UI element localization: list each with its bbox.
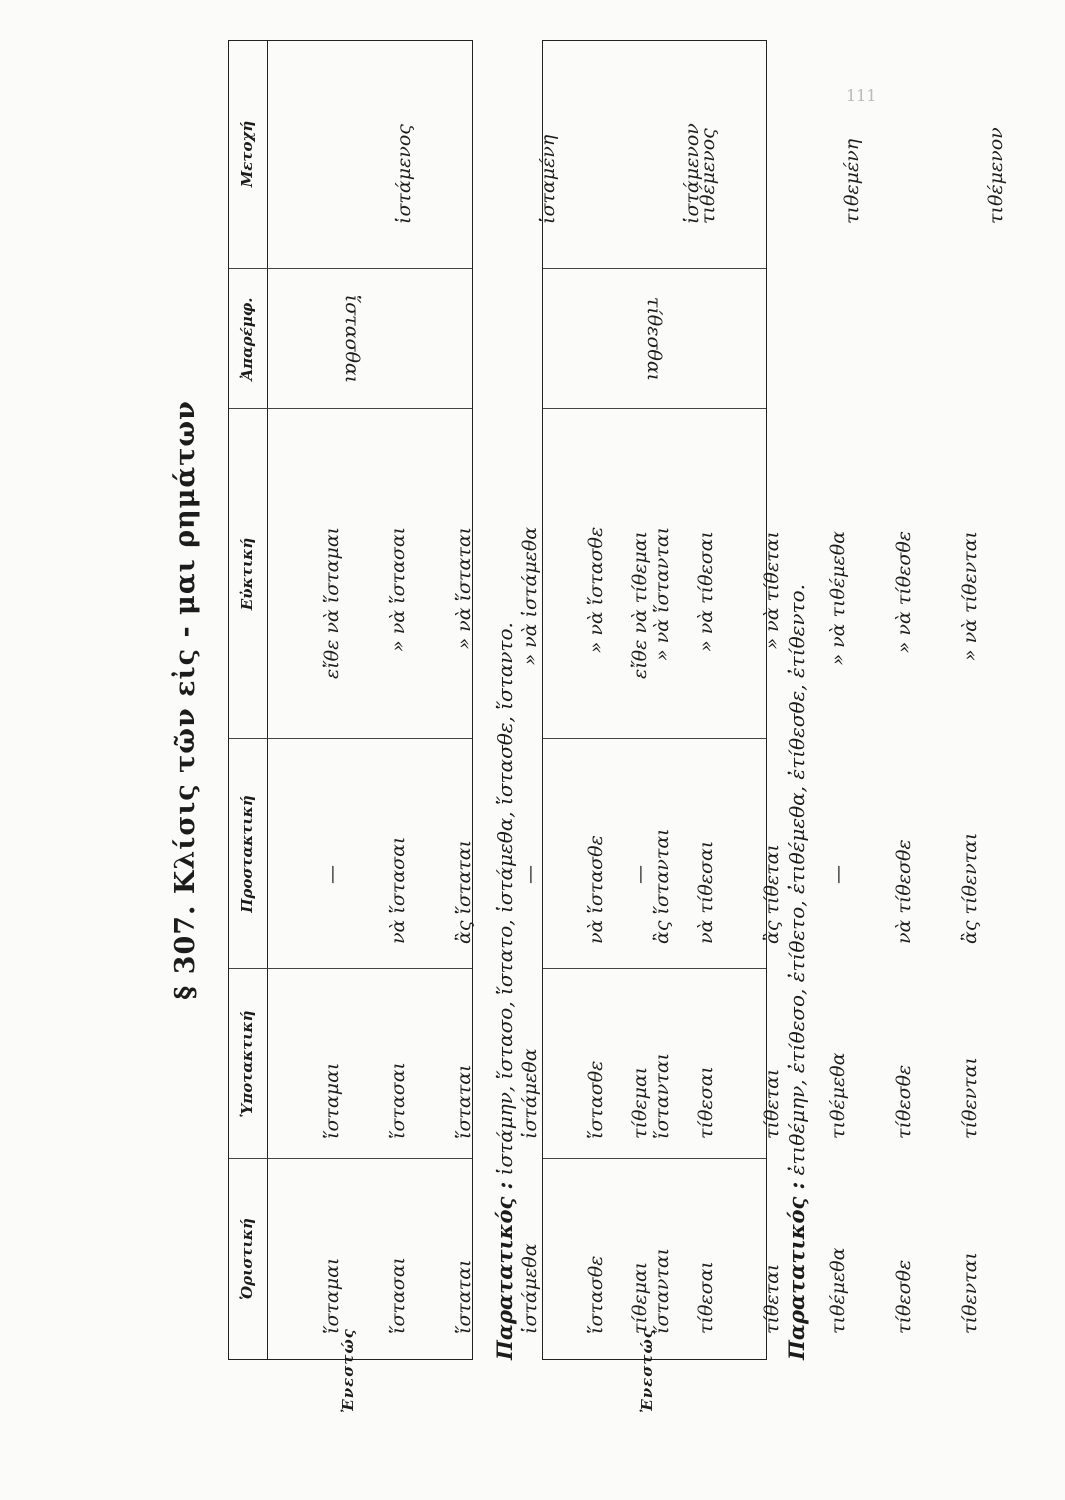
paratatikos-line-1 xyxy=(492,622,517,1360)
paratatikos-label: Παρατατικός : xyxy=(784,1181,809,1360)
form-cell: νὰ τίθεσαι xyxy=(695,840,717,944)
voice-label: Ἐνεστώς xyxy=(638,1328,656,1413)
paratatikos-line-2 xyxy=(784,584,809,1360)
form-cell: ἱστάμενος xyxy=(393,124,415,224)
table-header xyxy=(229,41,268,1359)
form-cell: » νὰ ἵστασαι xyxy=(387,526,409,652)
form-cell: ἵσταται xyxy=(453,1259,475,1334)
form-cell: ἂς τίθεται xyxy=(761,844,783,944)
form-cell: ἂς ἵσταται xyxy=(453,839,475,944)
form-cell: » νὰ ἵστανται xyxy=(651,526,673,662)
voice-label: Ἐνεστώς xyxy=(339,1328,357,1413)
page-number: 111 xyxy=(846,86,877,105)
form-cell: ἱστάμενον xyxy=(681,123,703,224)
form-cell: τίθενται xyxy=(959,1252,981,1334)
form-cell: ἵσταται xyxy=(453,1064,475,1139)
form-cell: » νὰ τίθεσαι xyxy=(695,531,717,652)
form-cell: νὰ ἵστασαι xyxy=(387,836,409,944)
paratatikos-forms: ἐτιθέμην, ἐτίθεσο, ἐτίθετο, ἐτιθέμεθα, ἐτίθεσθε, ἐτίθεντο. xyxy=(785,584,809,1176)
form-cell: εἴθε νὰ τίθεμαι xyxy=(629,531,651,679)
metoxi-column xyxy=(588,127,1065,224)
aparemfato-cell: τίθεσθαι xyxy=(643,296,665,382)
form-cell: τιθέμεθα xyxy=(827,1052,849,1139)
form-cell: » νὰ τίθεται xyxy=(761,531,783,650)
form-cell: ἱστάμεθα xyxy=(519,1243,541,1334)
form-cell: τίθενται xyxy=(959,1057,981,1139)
form-cell: τίθεμαι xyxy=(629,1066,651,1139)
form-cell: » νὰ τίθεσθε xyxy=(893,531,915,654)
form-cell: ἵστασθε xyxy=(585,1060,607,1139)
form-cell: ἵστασαι xyxy=(387,1256,409,1334)
column-divider xyxy=(543,738,766,739)
form-cell: ἂς ἵστανται xyxy=(651,828,673,944)
form-cell: ἱστάμεθα xyxy=(519,1048,541,1139)
form-cell: ἱσταμένη xyxy=(537,134,559,224)
header-metoxi: Μετοχή xyxy=(238,120,256,188)
form-cell: » νὰ τιθέμεθα xyxy=(827,531,849,666)
column-divider xyxy=(543,968,766,969)
form-cell: — xyxy=(629,865,651,884)
header-oristiki: Ὁριστική xyxy=(238,1218,256,1300)
form-cell: ἂς τίθενται xyxy=(959,832,981,944)
form-cell: » νὰ τίθενται xyxy=(959,531,981,662)
paratatikos-forms: ἱστάμην, ἵστασο, ἵστατο, ἱστάμεθα, ἵστασθε, ἵσταντο. xyxy=(493,622,517,1176)
form-cell: τίθεται xyxy=(761,1263,783,1334)
form-cell: » νὰ ἵστασθε xyxy=(585,526,607,654)
form-cell: τιθέμεθα xyxy=(827,1247,849,1334)
column-divider xyxy=(543,1158,766,1159)
form-cell: ἵσταμαι xyxy=(321,1257,343,1334)
header-ypotaktiki: Ὑποτακτική xyxy=(238,1010,256,1118)
form-cell: τίθεμαι xyxy=(629,1261,651,1334)
header-prostaktiki: Προστακτική xyxy=(238,795,256,913)
form-cell: τιθεμένη xyxy=(841,138,863,224)
paratatikos-label: Παρατατικός : xyxy=(492,1181,517,1360)
form-cell: τίθεται xyxy=(761,1068,783,1139)
form-cell: » νὰ ἱστάμεθα xyxy=(519,526,541,666)
header-aparemfato: Ἀπαρέμφ. xyxy=(238,297,256,381)
form-cell: εἴθε νὰ ἵσταμαι xyxy=(321,526,343,679)
form-cell: — xyxy=(321,865,343,884)
column-divider xyxy=(229,1158,472,1159)
form-cell: τίθεσαι xyxy=(695,1066,717,1139)
column-divider xyxy=(229,738,472,739)
section-title: § 307. Κλίσις τῶν εἰς - μαι ρημάτων xyxy=(170,400,201,1000)
form-cell: ἵστασαι xyxy=(387,1061,409,1139)
form-cell: τιθέμενος xyxy=(697,128,719,224)
form-cell: — xyxy=(519,865,541,884)
form-cell: τίθεσθε xyxy=(893,1259,915,1334)
form-cell: ἵστανται xyxy=(651,1247,673,1334)
form-cell: τιθέμενον xyxy=(985,127,1007,224)
header-eyktiki: Εὐκτική xyxy=(238,537,256,611)
form-cell: » νὰ ἵσταται xyxy=(453,526,475,650)
aparemfato-cell: ἵστασθαι xyxy=(341,294,363,384)
column-divider xyxy=(229,968,472,969)
form-cell: ἵστασθε xyxy=(585,1255,607,1334)
form-cell: — xyxy=(827,865,849,884)
form-cell: νὰ τίθεσθε xyxy=(893,839,915,944)
form-cell: τίθεσαι xyxy=(695,1261,717,1334)
form-cell: τίθεσθε xyxy=(893,1064,915,1139)
form-cell: νὰ ἵστασθε xyxy=(585,835,607,944)
form-cell: ἵσταμαι xyxy=(321,1062,343,1139)
form-cell: ἵστανται xyxy=(651,1052,673,1139)
